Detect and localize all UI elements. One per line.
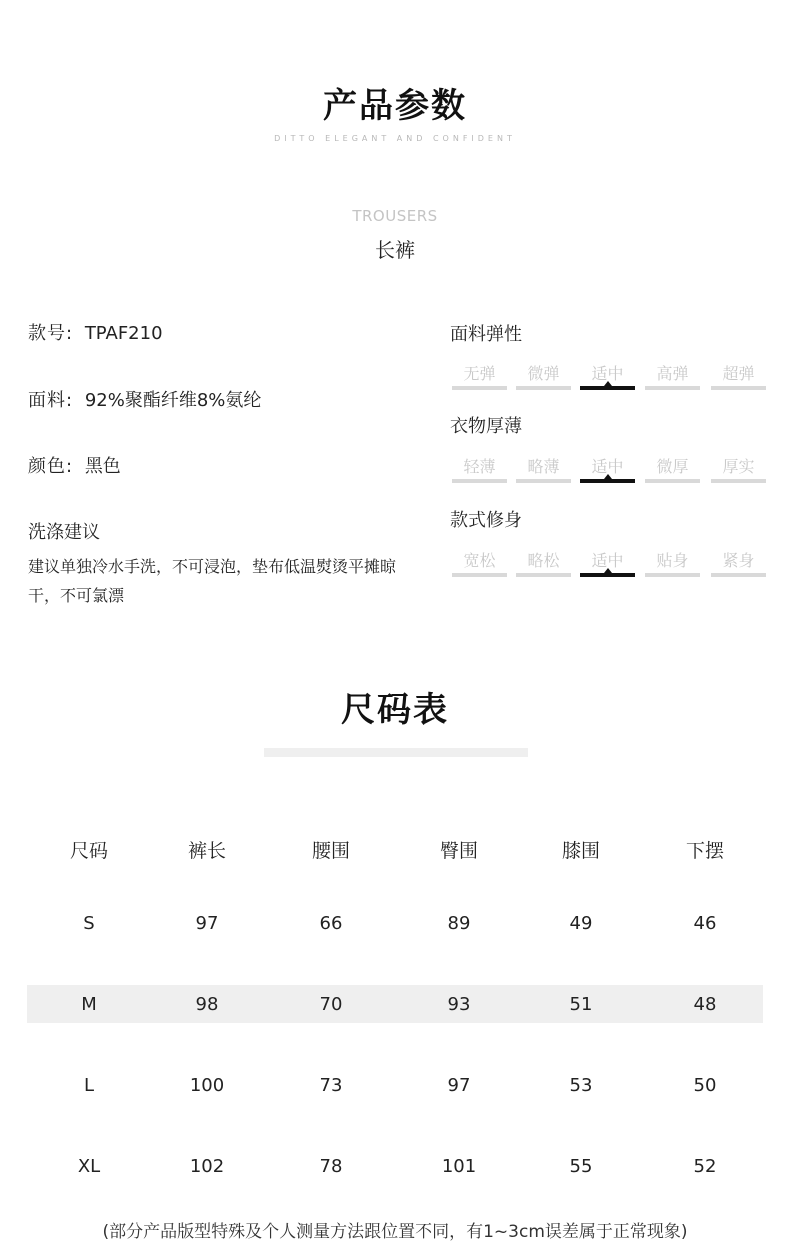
table-header-cell: 臀围	[439, 840, 478, 862]
scale-bar	[580, 386, 635, 390]
scale-bar	[645, 386, 700, 390]
scale-option-label: 紧身	[722, 551, 755, 570]
table-cell: 53	[569, 1075, 593, 1096]
scale-option-label: 略松	[527, 551, 560, 570]
scale-bar	[452, 573, 507, 577]
scale-fit	[452, 545, 766, 577]
category-english: TROUSERS	[352, 207, 438, 225]
scale-bar	[645, 479, 700, 483]
table-cell: 48	[693, 994, 717, 1015]
table-header-cell: 裤长	[187, 840, 226, 862]
scale-option	[645, 451, 700, 483]
spec-color-value: 黑色	[84, 456, 121, 477]
table-row	[27, 1156, 763, 1186]
spec-style-no-value: TPAF210	[84, 323, 163, 344]
table-cell: 52	[693, 1156, 717, 1177]
size-chart-title: 尺码表	[341, 690, 449, 730]
scale-bar	[580, 479, 635, 483]
table-cell: 49	[569, 913, 593, 934]
scale-thickness-title: 衣物厚薄	[450, 416, 522, 437]
scale-option-label: 微弹	[527, 364, 560, 383]
table-cell: 66	[319, 913, 343, 934]
page-title: 产品参数	[323, 86, 467, 126]
table-header-row	[27, 820, 763, 884]
table-cell: XL	[77, 1156, 101, 1177]
scale-option	[645, 545, 700, 577]
table-cell: 89	[447, 913, 471, 934]
table-header-cell: 膝围	[561, 840, 600, 862]
table-cell: 98	[195, 994, 219, 1015]
scale-bar	[452, 386, 507, 390]
table-cell: 78	[319, 1156, 343, 1177]
scale-option-label: 高弹	[656, 364, 689, 383]
scale-option-label: 略薄	[527, 457, 560, 476]
scale-bar	[452, 479, 507, 483]
scale-bar	[516, 386, 571, 390]
scale-option	[516, 358, 571, 390]
scale-option-label: 轻薄	[463, 457, 496, 476]
size-chart-divider	[264, 748, 528, 757]
scale-thickness	[452, 451, 766, 483]
table-cell: 102	[189, 1156, 225, 1177]
spec-style-no-label: 款号:	[28, 323, 74, 344]
spec-fabric	[28, 386, 261, 412]
table-cell: 46	[693, 913, 717, 934]
scale-elasticity-title: 面料弹性	[450, 324, 522, 345]
scale-option-label: 无弹	[463, 364, 496, 383]
table-cell: 51	[569, 994, 593, 1015]
scale-bar	[711, 573, 766, 577]
scale-option-selected	[580, 545, 635, 577]
table-cell: S	[83, 913, 95, 934]
scale-option-label: 宽松	[463, 551, 496, 570]
scale-option	[645, 358, 700, 390]
scale-fit-title: 款式修身	[450, 510, 522, 531]
scale-option	[516, 451, 571, 483]
spec-style-no	[28, 319, 163, 345]
table-cell: 70	[319, 994, 343, 1015]
table-cell: 50	[693, 1075, 717, 1096]
table-cell: 101	[441, 1156, 477, 1177]
scale-option	[711, 358, 766, 390]
spec-fabric-value: 92%聚酯纤维8%氨纶	[84, 390, 262, 411]
table-cell: L	[83, 1075, 95, 1096]
scale-option	[452, 545, 507, 577]
table-cell: 97	[447, 1075, 471, 1096]
scale-option-label: 贴身	[656, 551, 689, 570]
table-cell: 93	[447, 994, 471, 1015]
scale-bar	[516, 573, 571, 577]
scale-option	[711, 545, 766, 577]
table-header-cell: 腰围	[311, 840, 350, 862]
scale-bar	[580, 573, 635, 577]
scale-option-label: 适中	[591, 457, 624, 476]
spec-fabric-label: 面料:	[28, 390, 74, 411]
scale-option	[452, 358, 507, 390]
scale-option-selected	[580, 451, 635, 483]
scale-option-label: 适中	[591, 364, 624, 383]
page-subtitle: DITTO ELEGANT AND CONFIDENT	[274, 134, 516, 143]
table-row	[27, 913, 763, 943]
scale-option-label: 适中	[591, 551, 624, 570]
scale-option-label: 厚实	[722, 457, 755, 476]
category-chinese: 长裤	[375, 238, 415, 262]
scale-option-label: 超弹	[722, 364, 755, 383]
table-cell: M	[81, 994, 97, 1015]
spec-color-label: 颜色:	[28, 456, 74, 477]
table-row	[27, 1075, 763, 1105]
size-table	[27, 820, 763, 884]
scale-bar	[711, 479, 766, 483]
care-title: 洗涤建议	[28, 522, 100, 543]
table-cell: 100	[189, 1075, 225, 1096]
table-header-cell: 尺码	[69, 840, 108, 862]
table-row-shaded	[27, 985, 763, 1023]
care-text: 建议单独冷水手洗，不可浸泡，垫布低温熨烫平摊晾干，不可氯漂	[28, 557, 397, 605]
scale-option	[711, 451, 766, 483]
scale-option	[452, 451, 507, 483]
scale-elasticity	[452, 358, 766, 390]
table-header-cell: 下摆	[685, 840, 724, 862]
scale-option-selected	[580, 358, 635, 390]
spec-color	[28, 452, 121, 478]
scale-option	[516, 545, 571, 577]
table-cell: 55	[569, 1156, 593, 1177]
table-cell: 73	[319, 1075, 343, 1096]
scale-bar	[645, 573, 700, 577]
table-cell: 97	[195, 913, 219, 934]
size-note: (部分产品版型特殊及个人测量方法跟位置不同，有1~3cm误差属于正常现象)	[102, 1222, 688, 1242]
scale-option-label: 微厚	[656, 457, 689, 476]
scale-bar	[516, 479, 571, 483]
scale-bar	[711, 386, 766, 390]
